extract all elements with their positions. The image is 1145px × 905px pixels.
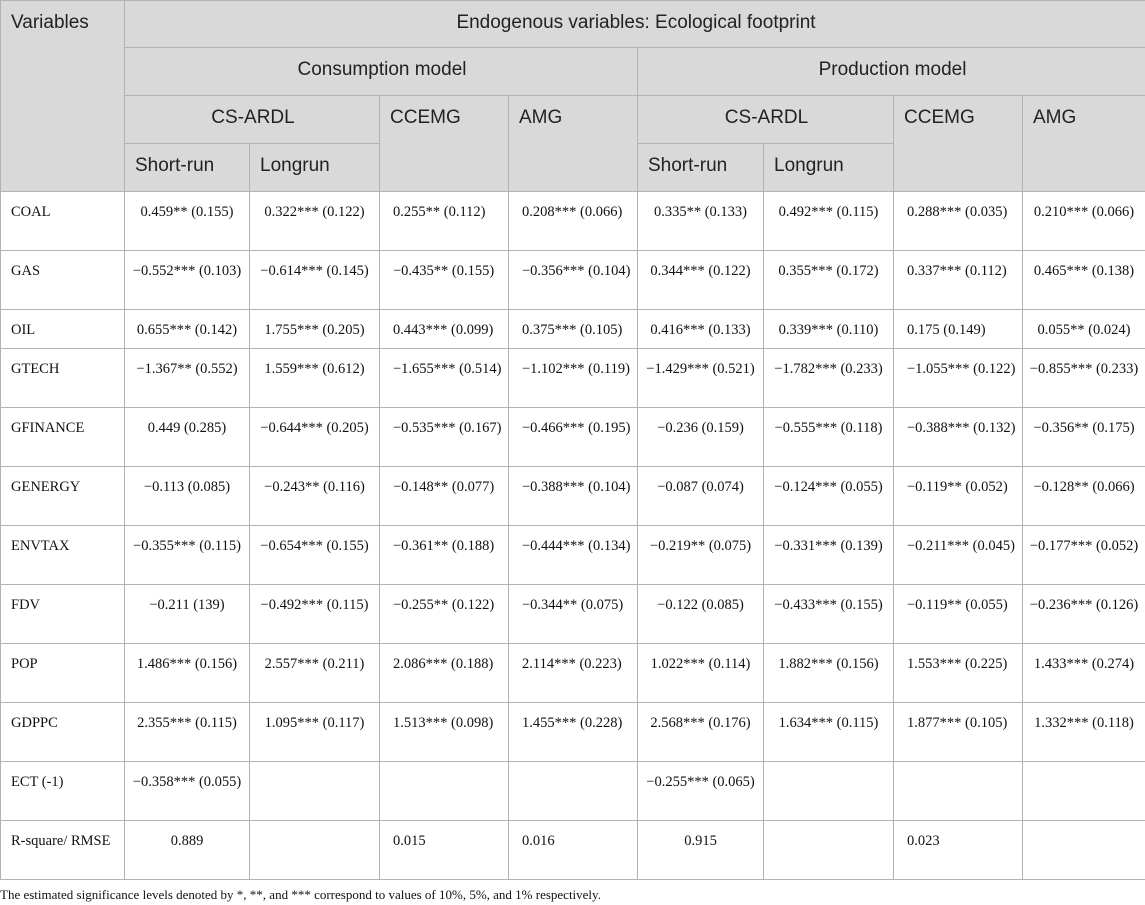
table-cell: 0.208*** (0.066) xyxy=(509,192,638,251)
table-cell: −0.355*** (0.115) xyxy=(125,526,250,585)
production-short-run-header: Short-run xyxy=(638,144,764,192)
table-cell: −0.492*** (0.115) xyxy=(250,585,380,644)
table-cell: −0.119** (0.052) xyxy=(894,467,1023,526)
variables-header: Variables xyxy=(1,1,125,192)
consumption-long-run-header: Longrun xyxy=(250,144,380,192)
table-cell: 0.175 (0.149) xyxy=(894,310,1023,349)
row-label: ENVTAX xyxy=(1,526,125,585)
table-cell: −0.614*** (0.145) xyxy=(250,251,380,310)
table-row xyxy=(1,703,1145,762)
table-row xyxy=(1,762,1145,821)
table-cell: −0.444*** (0.134) xyxy=(509,526,638,585)
table-cell: −0.219** (0.075) xyxy=(638,526,764,585)
consumption-amg-header: AMG xyxy=(509,96,638,192)
table-cell: −0.361** (0.188) xyxy=(380,526,509,585)
table-cell: 0.915 xyxy=(638,821,764,880)
table-cell: 1.559*** (0.612) xyxy=(250,349,380,408)
table-cell: 0.288*** (0.035) xyxy=(894,192,1023,251)
table-cell: 0.416*** (0.133) xyxy=(638,310,764,349)
table-row xyxy=(1,192,1145,251)
table-cell: −1.782*** (0.233) xyxy=(764,349,894,408)
table-cell: 0.459** (0.155) xyxy=(125,192,250,251)
table-cell: −0.124*** (0.055) xyxy=(764,467,894,526)
consumption-cs-ardl-header: CS-ARDL xyxy=(125,96,380,144)
table-cell: −0.148** (0.077) xyxy=(380,467,509,526)
table-cell: 0.055** (0.024) xyxy=(1023,310,1145,349)
table-row xyxy=(1,526,1145,585)
row-label: GDPPC xyxy=(1,703,125,762)
production-ccemg-header: CCEMG xyxy=(894,96,1023,192)
table-cell: −0.113 (0.085) xyxy=(125,467,250,526)
row-label: GENERGY xyxy=(1,467,125,526)
table-cell: 0.443*** (0.099) xyxy=(380,310,509,349)
table-cell: −0.654*** (0.155) xyxy=(250,526,380,585)
row-label: R-square/ RMSE xyxy=(1,821,125,880)
table-cell: −0.331*** (0.139) xyxy=(764,526,894,585)
table-cell: 2.568*** (0.176) xyxy=(638,703,764,762)
table-cell: 1.513*** (0.098) xyxy=(380,703,509,762)
table-cell: −0.855*** (0.233) xyxy=(1023,349,1145,408)
table-cell xyxy=(764,762,894,821)
production-model-header: Production model xyxy=(638,48,1145,96)
table-cell: −0.356*** (0.104) xyxy=(509,251,638,310)
row-label: GAS xyxy=(1,251,125,310)
table-cell: 1.332*** (0.118) xyxy=(1023,703,1145,762)
consumption-ccemg-header: CCEMG xyxy=(380,96,509,192)
table-cell: −0.344** (0.075) xyxy=(509,585,638,644)
table-cell: 0.465*** (0.138) xyxy=(1023,251,1145,310)
table-cell: 1.877*** (0.105) xyxy=(894,703,1023,762)
table-cell: 2.086*** (0.188) xyxy=(380,644,509,703)
table-cell: 2.114*** (0.223) xyxy=(509,644,638,703)
table-cell: 0.344*** (0.122) xyxy=(638,251,764,310)
table-cell: −0.255*** (0.065) xyxy=(638,762,764,821)
table-cell: 0.322*** (0.122) xyxy=(250,192,380,251)
table-cell: 1.553*** (0.225) xyxy=(894,644,1023,703)
table-cell: 0.492*** (0.115) xyxy=(764,192,894,251)
production-amg-header: AMG xyxy=(1023,96,1145,192)
table-cell: 1.095*** (0.117) xyxy=(250,703,380,762)
table-cell: 0.023 xyxy=(894,821,1023,880)
table-row xyxy=(1,644,1145,703)
table-cell: 0.355*** (0.172) xyxy=(764,251,894,310)
row-label: COAL xyxy=(1,192,125,251)
table-cell xyxy=(509,762,638,821)
table-cell: −0.466*** (0.195) xyxy=(509,408,638,467)
row-label: GTECH xyxy=(1,349,125,408)
table-cell: 1.433*** (0.274) xyxy=(1023,644,1145,703)
table-cell: 1.882*** (0.156) xyxy=(764,644,894,703)
table-cell xyxy=(764,821,894,880)
table-cell: −0.177*** (0.052) xyxy=(1023,526,1145,585)
table-cell: −0.555*** (0.118) xyxy=(764,408,894,467)
table-cell: −0.435** (0.155) xyxy=(380,251,509,310)
table-cell: −0.535*** (0.167) xyxy=(380,408,509,467)
table-cell: 0.375*** (0.105) xyxy=(509,310,638,349)
table-cell xyxy=(380,762,509,821)
table-cell: 2.355*** (0.115) xyxy=(125,703,250,762)
table-cell: −0.211*** (0.045) xyxy=(894,526,1023,585)
table-cell: −0.122 (0.085) xyxy=(638,585,764,644)
table-cell xyxy=(894,762,1023,821)
table-cell: −1.055*** (0.122) xyxy=(894,349,1023,408)
table-cell: 0.337*** (0.112) xyxy=(894,251,1023,310)
table-row xyxy=(1,310,1145,349)
table-cell: −1.655*** (0.514) xyxy=(380,349,509,408)
table-cell: −0.433*** (0.155) xyxy=(764,585,894,644)
table-cell: −0.358*** (0.055) xyxy=(125,762,250,821)
table-cell xyxy=(1023,821,1145,880)
table-cell: −0.087 (0.074) xyxy=(638,467,764,526)
endogenous-header: Endogenous variables: Ecological footprint xyxy=(125,1,1145,48)
table-cell: −1.367** (0.552) xyxy=(125,349,250,408)
row-label: POP xyxy=(1,644,125,703)
table-cell: 1.486*** (0.156) xyxy=(125,644,250,703)
table-row xyxy=(1,585,1145,644)
table-cell: 1.455*** (0.228) xyxy=(509,703,638,762)
table-cell: −0.211 (139) xyxy=(125,585,250,644)
table-cell: 2.557*** (0.211) xyxy=(250,644,380,703)
table-cell: −0.119** (0.055) xyxy=(894,585,1023,644)
production-long-run-header: Longrun xyxy=(764,144,894,192)
row-label: OIL xyxy=(1,310,125,349)
production-cs-ardl-header: CS-ARDL xyxy=(638,96,894,144)
table-cell: −0.552*** (0.103) xyxy=(125,251,250,310)
consumption-model-header: Consumption model xyxy=(125,48,638,96)
table-row xyxy=(1,821,1145,880)
table-cell: −0.388*** (0.132) xyxy=(894,408,1023,467)
table-cell: 0.015 xyxy=(380,821,509,880)
table-cell: 0.339*** (0.110) xyxy=(764,310,894,349)
table-row xyxy=(1,349,1145,408)
table-cell: −0.388*** (0.104) xyxy=(509,467,638,526)
table-cell: −0.243** (0.116) xyxy=(250,467,380,526)
table-cell: 0.016 xyxy=(509,821,638,880)
row-label: FDV xyxy=(1,585,125,644)
table-cell: −1.102*** (0.119) xyxy=(509,349,638,408)
table-cell: −0.128** (0.066) xyxy=(1023,467,1145,526)
table-row xyxy=(1,467,1145,526)
table-cell: −1.429*** (0.521) xyxy=(638,349,764,408)
row-label: ECT (-1) xyxy=(1,762,125,821)
table-cell: 0.255** (0.112) xyxy=(380,192,509,251)
table-cell: 1.634*** (0.115) xyxy=(764,703,894,762)
table-cell: 0.889 xyxy=(125,821,250,880)
table-cell: 1.755*** (0.205) xyxy=(250,310,380,349)
table-row xyxy=(1,251,1145,310)
consumption-short-run-header: Short-run xyxy=(125,144,250,192)
footnote: The estimated significance levels denoted by *, **, and *** correspond to values of 10%, 5%, and 1% respectively. xyxy=(0,887,601,902)
table-cell: −0.236*** (0.126) xyxy=(1023,585,1145,644)
table-cell: −0.255** (0.122) xyxy=(380,585,509,644)
row-label: GFINANCE xyxy=(1,408,125,467)
table-cell xyxy=(1023,762,1145,821)
table-cell: 0.449 (0.285) xyxy=(125,408,250,467)
table-cell: −0.644*** (0.205) xyxy=(250,408,380,467)
table-cell: −0.236 (0.159) xyxy=(638,408,764,467)
table-row xyxy=(1,408,1145,467)
table-cell: 0.210*** (0.066) xyxy=(1023,192,1145,251)
table-body xyxy=(1,192,1145,880)
table-cell: 1.022*** (0.114) xyxy=(638,644,764,703)
table-cell: 0.655*** (0.142) xyxy=(125,310,250,349)
table-cell: −0.356** (0.175) xyxy=(1023,408,1145,467)
table-cell: 0.335** (0.133) xyxy=(638,192,764,251)
table-cell xyxy=(250,821,380,880)
table-cell xyxy=(250,762,380,821)
